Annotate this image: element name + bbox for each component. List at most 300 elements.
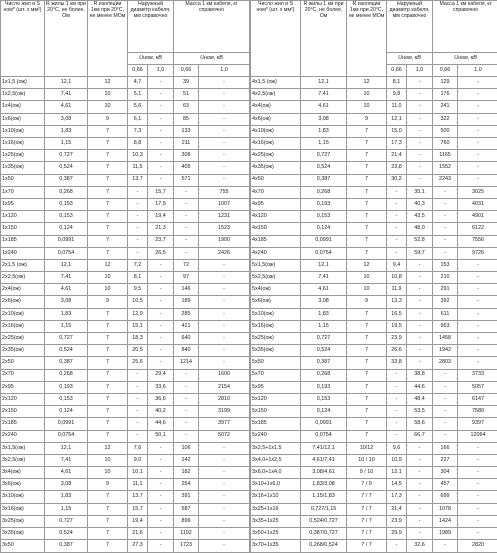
cable-size-cell: 3x2,5+1x1,5 [251,442,301,454]
cable-size-cell: 5x6(ож) [251,296,301,308]
cable-size-cell: 2x70 [1,369,45,381]
mass-10-cell: 4031 [458,198,497,210]
r-core-cell: 0,524/0,727 [301,515,347,527]
cable-size-cell: 4x25(ож) [251,150,301,162]
mass-066-cell: - [433,406,458,418]
table-row [251,540,497,553]
r-core-cell: 12,1 [45,77,88,89]
r-core-cell: 0,124 [301,406,347,418]
header-v10: 1,0 [148,65,174,77]
r-insulation-cell: 7 [88,333,128,345]
diameter-10-cell: - [148,77,174,89]
r-insulation-cell: 10 [347,284,387,296]
mass-066-cell: 2803 [433,357,458,369]
r-core-cell: 1,83 [45,308,88,320]
diameter-066-cell: 19,4 [128,515,148,527]
diameter-066-cell: - [387,418,407,430]
table-row [251,528,497,540]
mass-10-cell: - [199,272,250,284]
mass-10-cell: - [458,101,497,113]
mass-066-cell: 322 [433,113,458,125]
diameter-066-cell: 7,3 [128,125,148,137]
cable-size-cell: 5x35(ож) [251,345,301,357]
table-row [1,101,250,113]
diameter-066-cell: 12,1 [387,113,407,125]
r-core-cell: 1,15 [45,138,88,150]
mass-066-cell: 285 [174,308,199,320]
table-row [251,430,497,442]
mass-10-cell: - [199,162,250,174]
diameter-10-cell: - [407,503,433,515]
table-row [251,393,497,405]
diameter-066-cell: - [387,406,407,418]
diameter-066-cell: - [128,393,148,405]
r-insulation-cell: 10/12 [347,442,387,454]
r-insulation-cell: 7 [347,430,387,442]
diameter-10-cell: - [407,308,433,320]
mass-066-cell: 571 [174,174,199,186]
table-row [251,454,497,466]
diameter-066-cell: 15,1 [128,320,148,332]
header-diameter: Наружный диаметр кабеля, мм справочно [128,1,174,53]
header-r-insulation: R изоляции 1км при 20°С, не менее МОм [347,1,387,77]
diameter-10-cell: - [148,138,174,150]
r-insulation-cell: 10 [88,272,128,284]
diameter-066-cell: 20,5 [128,345,148,357]
mass-10-cell: 3199 [199,406,250,418]
diameter-10-cell: - [148,503,174,515]
diameter-10-cell: - [407,125,433,137]
r-insulation-cell: 12 [88,442,128,454]
mass-066-cell: 210 [433,272,458,284]
mass-10-cell: - [199,345,250,357]
mass-066-cell: - [433,247,458,259]
mass-066-cell: 211 [174,138,199,150]
cable-size-cell: 4x35(ож) [251,162,301,174]
diameter-066-cell: 13,7 [128,491,148,503]
diameter-066-cell: 21,4 [387,150,407,162]
r-insulation-cell: 7 [347,406,387,418]
diameter-066-cell: 11,5 [128,162,148,174]
mass-10-cell: - [199,540,250,553]
diameter-10-cell: 53,5 [407,406,433,418]
diameter-10-cell: - [407,345,433,357]
r-insulation-cell: 10 [88,89,128,101]
diameter-10-cell: 44,6 [148,418,174,430]
table-row [1,247,250,259]
mass-066-cell: 421 [174,320,199,332]
r-core-cell: 0,524 [45,162,88,174]
r-core-cell: 7,41 [45,272,88,284]
mass-066-cell: 405 [174,162,199,174]
diameter-066-cell: - [128,381,148,393]
r-core-cell: 0,268 [45,369,88,381]
diameter-066-cell: - [387,393,407,405]
r-core-cell: 0,0754 [45,430,88,442]
diameter-10-cell: 33,6 [148,381,174,393]
header-mass: Масса 1 км кабеля, кг справочно [433,1,497,53]
r-core-cell: 0,153 [45,211,88,223]
mass-066-cell: 227 [433,454,458,466]
r-core-cell: 0,0991 [301,418,347,430]
table-row [1,198,250,210]
r-insulation-cell: 10 [347,89,387,101]
diameter-10-cell: - [148,89,174,101]
mass-066-cell: 129 [433,77,458,89]
mass-10-cell: - [458,308,497,320]
r-insulation-cell: 7 [347,381,387,393]
header-name: Число жил и S ном* (шт. x мм²) [251,1,301,77]
mass-066-cell: - [174,381,199,393]
mass-10-cell: 6147 [458,393,497,405]
diameter-066-cell: 15,0 [387,125,407,137]
r-insulation-cell: 7 [88,345,128,357]
r-insulation-cell: 7 [88,369,128,381]
diameter-10-cell: - [407,491,433,503]
diameter-066-cell: 9,5 [128,284,148,296]
r-core-cell: 0,0991 [45,418,88,430]
cable-size-cell: 4x4(ож) [251,101,301,113]
r-core-cell: 1,15 [301,138,347,150]
cable-size-cell: 4x16(ож) [251,138,301,150]
cable-size-cell: 4x2,5(ож) [251,89,301,101]
table-row [1,308,250,320]
diameter-066-cell: - [128,247,148,259]
cable-size-cell: 2x50 [1,357,45,369]
diameter-066-cell: 13,3 [387,296,407,308]
diameter-066-cell: 11,9 [387,284,407,296]
cable-table-right [250,0,497,553]
diameter-10-cell: - [407,284,433,296]
table-row [1,174,250,186]
table-row [251,308,497,320]
r-insulation-cell: 7 [88,430,128,442]
diameter-10-cell: - [407,528,433,540]
mass-10-cell: 1523 [199,223,250,235]
diameter-066-cell: 12,9 [128,308,148,320]
table-row [251,138,497,150]
r-insulation-cell: 7 [88,150,128,162]
r-insulation-cell: 7 [88,138,128,150]
mass-10-cell: - [458,259,497,271]
mass-066-cell: - [433,223,458,235]
r-core-cell: 0,524 [45,345,88,357]
mass-10-cell: 3025 [458,186,497,198]
table-row [1,479,250,491]
diameter-066-cell: 23,9 [387,515,407,527]
diameter-10-cell: 36,6 [148,393,174,405]
diameter-066-cell: 8,1 [387,77,407,89]
r-core-cell: 0,193 [301,381,347,393]
table-row [1,467,250,479]
diameter-066-cell: 10,5 [128,296,148,308]
diameter-066-cell: - [128,418,148,430]
r-insulation-cell: 7 [88,186,128,198]
mass-10-cell: - [458,150,497,162]
mass-066-cell: 1723 [174,540,199,553]
diameter-10-cell: - [148,162,174,174]
r-core-cell: 4,61 [45,467,88,479]
diameter-066-cell: - [128,430,148,442]
cable-size-cell: 3x16(ож) [1,503,45,515]
diameter-066-cell: 17,3 [387,491,407,503]
cable-size-cell: 3x6,0+1x4,0 [251,467,301,479]
r-core-cell: 1,15 [45,320,88,332]
mass-066-cell: 241 [433,101,458,113]
r-insulation-cell: 7 [88,515,128,527]
cable-size-cell: 3x4,0+1x2,5 [251,454,301,466]
diameter-066-cell: 29,9 [387,528,407,540]
cable-size-cell: 3x25(ож) [1,515,45,527]
diameter-066-cell: - [387,223,407,235]
table-row [251,503,497,515]
r-insulation-cell: 12 [88,259,128,271]
mass-066-cell: 39 [174,77,199,89]
diameter-066-cell: 10,8 [387,272,407,284]
r-core-cell: 7,41 [301,272,347,284]
cable-size-cell: 2x240 [1,430,45,442]
mass-066-cell: 392 [433,296,458,308]
mass-10-cell: - [199,357,250,369]
table-row [251,284,497,296]
r-insulation-cell: 10 [347,272,387,284]
table-row [1,406,250,418]
mass-10-cell: 4901 [458,211,497,223]
header-unom: Uном, кВ [128,53,174,65]
mass-10-cell: 3733 [458,369,497,381]
diameter-10-cell: 40,2 [148,406,174,418]
r-core-cell: 7,41/12,1 [301,442,347,454]
diameter-10-cell: 66,7 [407,430,433,442]
r-core-cell: 0,268 [301,186,347,198]
r-core-cell: 0,124 [301,223,347,235]
diameter-10-cell: - [407,296,433,308]
diameter-10-cell: - [148,515,174,527]
table-row [1,89,250,101]
r-core-cell: 0,727 [45,150,88,162]
mass-10-cell: - [458,442,497,454]
mass-066-cell: 760 [433,138,458,150]
r-core-cell: 1,15 [45,503,88,515]
diameter-066-cell: 6,1 [128,113,148,125]
table-row [251,491,497,503]
cable-size-cell: 4x70 [251,186,301,198]
r-insulation-cell: 7 [88,235,128,247]
r-core-cell: 0,387 [301,357,347,369]
table-row [1,345,250,357]
mass-066-cell: 611 [433,308,458,320]
mass-066-cell: - [433,369,458,381]
cable-size-cell: 1x35(ож) [1,162,45,174]
mass-10-cell: - [458,296,497,308]
r-insulation-cell: 9 [347,296,387,308]
r-insulation-cell: 9 / 10 [347,467,387,479]
cable-size-cell: 5x70 [251,369,301,381]
mass-066-cell: 391 [174,491,199,503]
cable-size-cell: 3x50+1x25 [251,528,301,540]
diameter-10-cell: - [148,259,174,271]
cable-size-cell: 4x10(ож) [251,125,301,137]
mass-10-cell: - [458,479,497,491]
mass-066-cell: 840 [174,345,199,357]
table-row [1,223,250,235]
table-row [251,381,497,393]
diameter-10-cell: - [407,357,433,369]
mass-10-cell: - [199,89,250,101]
cable-size-cell: 3x35+1x25 [251,515,301,527]
mass-066-cell: - [433,540,458,553]
diameter-066-cell: 15,7 [128,503,148,515]
mass-066-cell: - [174,198,199,210]
cable-size-cell: 1x4(ож) [1,101,45,113]
r-insulation-cell: 7 [347,162,387,174]
mass-10-cell: 3977 [199,418,250,430]
cable-size-cell: 5x185 [251,418,301,430]
table-row [1,418,250,430]
diameter-066-cell: 17,3 [387,138,407,150]
diameter-10-cell: - [148,333,174,345]
diameter-066-cell: 8,8 [128,138,148,150]
mass-10-cell: 2426 [199,247,250,259]
cable-size-cell: 2x1,5 (ож) [1,259,45,271]
diameter-10-cell: - [148,308,174,320]
table-row [1,369,250,381]
table-row [1,333,250,345]
diameter-066-cell: 10,3 [128,150,148,162]
mass-066-cell: 1424 [433,515,458,527]
table-row [251,320,497,332]
diameter-066-cell: 8,1 [128,272,148,284]
mass-066-cell: 85 [174,113,199,125]
mass-10-cell: - [458,272,497,284]
diameter-066-cell: 16,5 [387,308,407,320]
mass-10-cell: 7580 [458,406,497,418]
r-core-cell: 0,387 [45,174,88,186]
diameter-066-cell: 7,2 [128,259,148,271]
diameter-10-cell: 44,6 [407,381,433,393]
mass-10-cell: - [199,138,250,150]
table-row [251,125,497,137]
diameter-066-cell: - [387,540,407,553]
table-row [1,357,250,369]
r-core-cell: 1,83/3,08 [301,479,347,491]
mass-066-cell: 1214 [174,357,199,369]
cable-size-cell: 3x25+1x16 [251,503,301,515]
r-insulation-cell: 7 [347,247,387,259]
diameter-10-cell: 48,4 [407,393,433,405]
mass-066-cell: - [174,430,199,442]
r-insulation-cell: 9 [88,113,128,125]
diameter-066-cell: 25,6 [128,357,148,369]
table-body-right [251,77,497,553]
table-row [251,345,497,357]
table-row [1,430,250,442]
diameter-10-cell: 52,8 [407,235,433,247]
header-v10: 1,0 [458,65,497,77]
mass-066-cell: - [174,418,199,430]
diameter-10-cell: - [407,515,433,527]
table-row [1,442,250,454]
r-core-cell: 3,08 [45,479,88,491]
r-insulation-cell: 7 / 7 [347,491,387,503]
table-row [251,89,497,101]
table-row [1,491,250,503]
r-insulation-cell: 7 / 7 [347,528,387,540]
mass-10-cell: - [458,357,497,369]
r-insulation-cell: 12 [347,77,387,89]
mass-10-cell: - [199,333,250,345]
mass-10-cell: - [458,89,497,101]
cable-size-cell: 5x240 [251,430,301,442]
r-insulation-cell: 7 [88,211,128,223]
table-row [251,174,497,186]
diameter-10-cell: - [407,320,433,332]
mass-10-cell: - [458,491,497,503]
mass-10-cell: 1231 [199,211,250,223]
mass-066-cell: - [433,393,458,405]
r-insulation-cell: 7 [88,357,128,369]
cable-size-cell: 4x95 [251,198,301,210]
diameter-10-cell: - [148,540,174,553]
r-core-cell: 7,41 [45,89,88,101]
r-core-cell: 4,61 [45,284,88,296]
table-row [1,503,250,515]
r-core-cell: 1,15/1,83 [301,491,347,503]
mass-066-cell: 1165 [433,150,458,162]
r-core-cell: 0,727 [301,150,347,162]
diameter-10-cell: 21,3 [148,223,174,235]
table-row [251,186,497,198]
mass-066-cell: 97 [174,272,199,284]
mass-066-cell: 189 [174,296,199,308]
mass-066-cell: - [174,223,199,235]
cable-size-cell: 1x25(ож) [1,150,45,162]
cable-size-cell: 1x6(ож) [1,113,45,125]
diameter-066-cell: 5,1 [128,89,148,101]
r-core-cell: 1,83 [45,125,88,137]
r-core-cell: 3,08/4,61 [301,467,347,479]
r-core-cell: 1,83 [301,125,347,137]
table-row [1,125,250,137]
r-core-cell: 0,387/0,727 [301,528,347,540]
table-row [251,406,497,418]
diameter-10-cell: - [148,125,174,137]
mass-066-cell: - [174,235,199,247]
cable-size-cell: 5x10(ож) [251,308,301,320]
cable-size-cell: 1x120 [1,211,45,223]
diameter-066-cell: 21,4 [387,503,407,515]
cable-size-cell: 4x50 [251,174,301,186]
mass-10-cell: - [458,138,497,150]
diameter-10-cell: 17,9 [148,198,174,210]
diameter-10-cell: - [407,479,433,491]
cable-size-cell: 1x95 [1,198,45,210]
mass-10-cell: 1600 [199,369,250,381]
diameter-066-cell: 13,7 [128,174,148,186]
cable-size-cell: 2x16(ож) [1,320,45,332]
table-row [251,272,497,284]
r-core-cell: 0,727/1,15 [301,503,347,515]
mass-066-cell: 1552 [433,162,458,174]
mass-10-cell: - [458,503,497,515]
r-insulation-cell: 7 [88,247,128,259]
mass-10-cell: - [458,454,497,466]
diameter-10-cell: 58,6 [407,418,433,430]
diameter-066-cell: 9,4 [387,259,407,271]
diameter-066-cell: 4,7 [128,77,148,89]
diameter-10-cell: 29,4 [148,369,174,381]
mass-10-cell: - [458,528,497,540]
